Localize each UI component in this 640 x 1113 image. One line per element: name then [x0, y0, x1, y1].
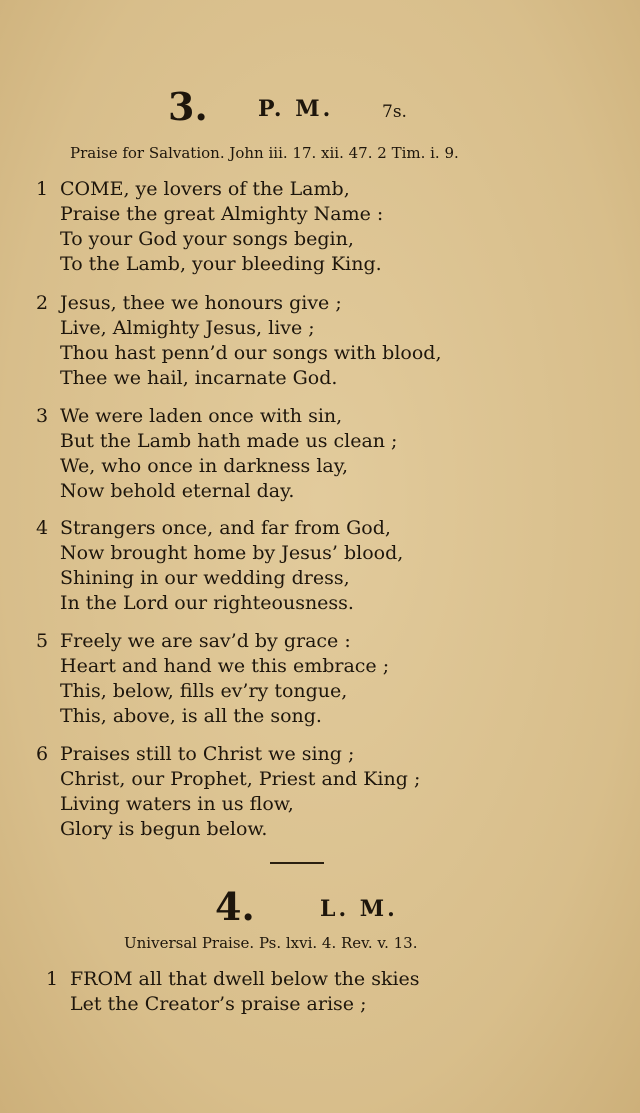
stanza-line: Freely we are sav’d by grace : — [60, 630, 351, 652]
stanza-line: Live, Almighty Jesus, live ; — [60, 317, 315, 339]
hymn-3-title: Praise for Salvation. John iii. 17. xii. 47. 2 Tim. i. 9. — [70, 144, 459, 162]
stanza-line: Christ, our Prophet, Priest and King ; — [60, 768, 421, 790]
hymn-4-meter: L. M. — [320, 896, 398, 922]
stanza-line: We were laden once with sin, — [60, 405, 343, 427]
hymn-4-number: 4. — [215, 884, 255, 929]
stanza-number: 2 — [36, 292, 49, 314]
stanza-line: To your God your songs begin, — [60, 228, 354, 250]
stanza-number: 5 — [36, 630, 49, 652]
stanza-line: Now behold eternal day. — [60, 480, 295, 502]
section-divider — [270, 862, 324, 864]
stanza-line: But the Lamb hath made us clean ; — [60, 430, 398, 452]
hymn-4-title: Universal Praise. Ps. lxvi. 4. Rev. v. 13. — [124, 934, 418, 952]
stanza-line: Thou hast penn’d our songs with blood, — [60, 342, 442, 364]
stanza-line: FROM all that dwell below the skies — [70, 968, 420, 990]
stanza-number: 3 — [36, 405, 49, 427]
stanza-line: Shining in our wedding dress, — [60, 567, 350, 589]
stanza-line: Heart and hand we this embrace ; — [60, 655, 390, 677]
hymn-3-alt-meter: 7s. — [382, 102, 407, 122]
hymn-3-meter: P. M. — [258, 96, 334, 122]
stanza-line: We, who once in darkness lay, — [60, 455, 348, 477]
stanza-line: COME, ye lovers of the Lamb, — [60, 178, 350, 200]
stanza-line: Now brought home by Jesus’ blood, — [60, 542, 404, 564]
stanza-line: Thee we hail, incarnate God. — [60, 367, 338, 389]
hymn-3-number: 3. — [168, 84, 208, 129]
stanza-line: This, above, is all the song. — [60, 705, 322, 727]
stanza-line: Strangers once, and far from God, — [60, 517, 391, 539]
stanza-line: Jesus, thee we honours give ; — [60, 292, 342, 314]
stanza-number: 1 — [36, 178, 49, 200]
stanza-line: Glory is begun below. — [60, 818, 268, 840]
stanza-number: 6 — [36, 743, 49, 765]
stanza-line: Praises still to Christ we sing ; — [60, 743, 355, 765]
stanza-line: Praise the great Almighty Name : — [60, 203, 384, 225]
stanza-number: 1 — [46, 968, 59, 990]
stanza-line: This, below, fills ev’ry tongue, — [60, 680, 348, 702]
stanza-number: 4 — [36, 517, 49, 539]
stanza-line: To the Lamb, your bleeding King. — [60, 253, 382, 275]
stanza-line: Let the Creator’s praise arise ; — [70, 993, 367, 1015]
stanza-line: Living waters in us flow, — [60, 793, 294, 815]
stanza-line: In the Lord our righteousness. — [60, 592, 354, 614]
